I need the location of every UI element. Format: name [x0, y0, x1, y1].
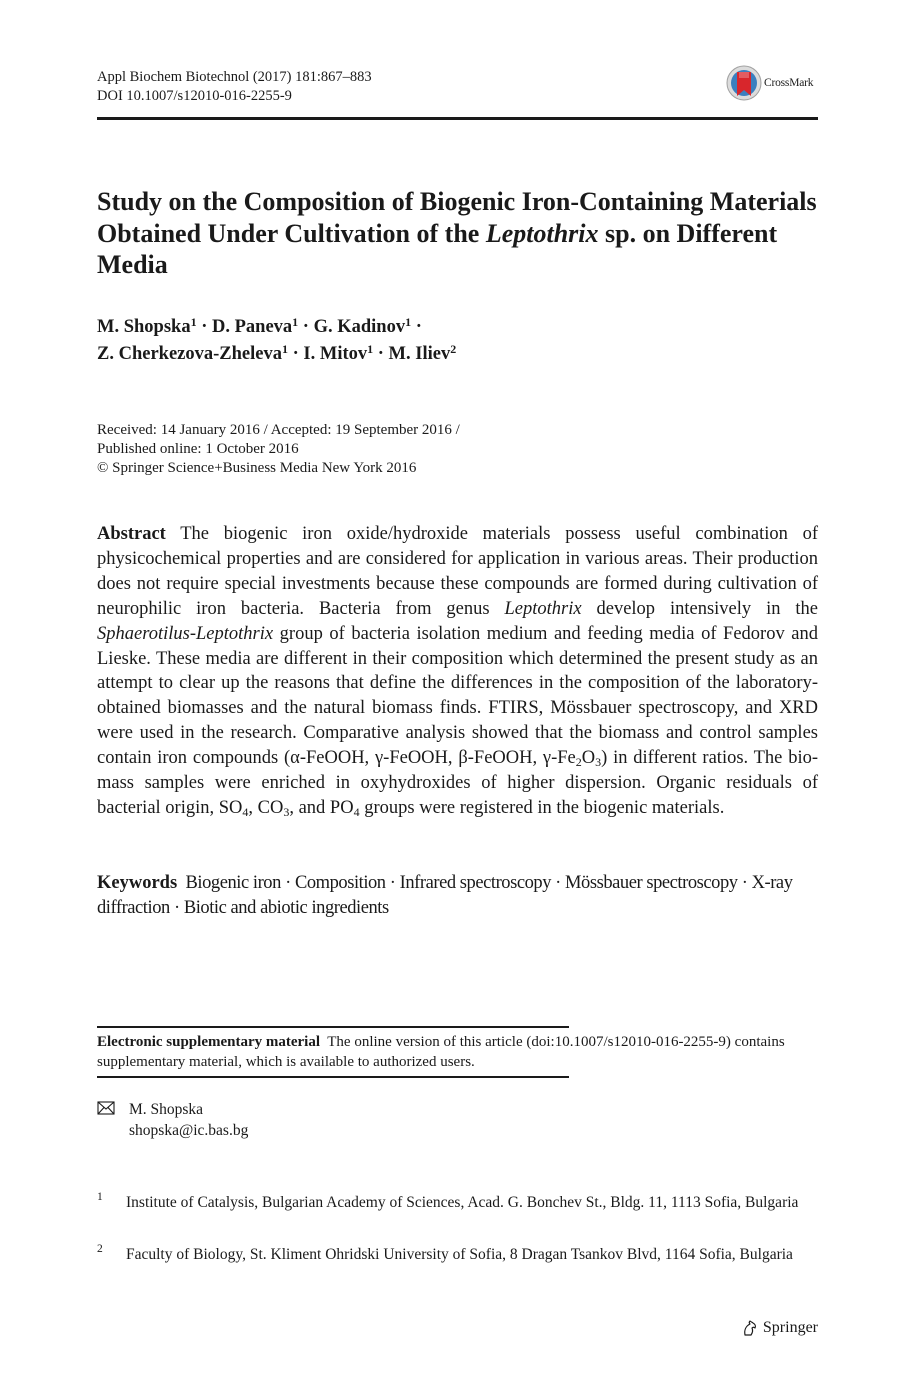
springer-horse-icon — [741, 1319, 759, 1337]
springer-logo — [741, 1319, 818, 1337]
publisher-name: Springer — [762, 1319, 818, 1336]
author-separator: · — [302, 317, 309, 337]
esm-text: The online version of this article (doi:10.1007/s12010-016-2255-9) contains supplementary material, which is available to authorized users. — [97, 1034, 785, 1070]
affiliation-number: 2 — [97, 1243, 103, 1255]
author-separator: · — [292, 344, 299, 364]
affiliation-ref: 1 — [292, 315, 299, 329]
affiliation-ref: 1 — [281, 342, 288, 356]
affiliation-ref: 1 — [190, 315, 197, 329]
received-accepted-line: Received: 14 January 2016 / Accepted: 19 September 2016 / — [97, 422, 460, 438]
keywords — [97, 871, 818, 921]
affiliation-ref: 1 — [367, 342, 374, 356]
author-separator: · — [201, 317, 208, 337]
journal-header — [97, 68, 372, 106]
supplementary-note — [97, 1033, 818, 1072]
header-rule — [97, 117, 818, 120]
abstract-heading: Abstract — [97, 524, 166, 544]
corresponding-author-name: M. Shopska — [129, 1101, 204, 1118]
esm-heading: Electronic supplementary material — [97, 1034, 321, 1050]
author-name[interactable]: D. Paneva — [212, 317, 293, 337]
abstract: Abstract The biogenic iron oxide/hydroxide materials possess useful combination of physicochemical properties and are considered for application in various areas. Their production does not require special investments because these compounds are formed during cultivation of neurophilic iron bacteria. Bacteria from genus Leptothrix develop intensively in the Sphaerotilus-Leptothrix group of bacteria isolation medium and feeding media of Fedorov and Lieske. These media are different in their composition which determined the present study as an attempt to clear up the reasons that define the differences in the composition of the laboratory-obtained biomasses and the natural biomass finds. FTIRS, Mössbauer spectroscopy, and XRD were used in the research. Comparative analysis showed that the biomass and control samples contain iron compounds (α-FeOOH, γ-FeOOH, β-FeOOH, $\gamma-Fe_2O_3$) in different ratios. The bio-mass samples were enriched in oxyhydroxides of higher dispersion. Organic residuals of bacterial origin, $SO_4$, $CO_3$, and $PO_4$ groups were registered in the biogenic materials. — [97, 524, 819, 819]
publication-dates — [97, 421, 460, 478]
affiliation-number: 1 — [97, 1191, 103, 1203]
copyright-line: © Springer Science+Business Media New York 2016 — [97, 460, 417, 476]
author-name[interactable]: Z. Cherkezova-Zheleva — [97, 344, 282, 364]
author-separator: · — [415, 317, 422, 337]
esm-top-rule — [97, 1026, 569, 1028]
correspondence — [129, 1099, 248, 1141]
author-name[interactable]: I. Mitov — [303, 344, 368, 364]
article-title: Study on the Composition of Biogenic Iron-Containing Materials Obtained Under Cultivation of the Leptothrix sp. on Different Media — [97, 187, 817, 279]
crossmark-icon — [726, 64, 762, 102]
envelope-icon — [97, 1101, 115, 1115]
author-name[interactable]: M. Iliev — [388, 344, 451, 364]
journal-citation: Appl Biochem Biotechnol (2017) 181:867–883 — [97, 69, 372, 85]
doi-line: DOI 10.1007/s12010-016-2255-9 — [97, 88, 292, 104]
author-separator: · — [377, 344, 384, 364]
crossmark-badge[interactable] — [726, 64, 813, 102]
affiliation-text: Faculty of Biology, St. Kliment Ohridski University of Sofia, 8 Dragan Tsankov Blvd, 1164 Sofia, Bulgaria — [126, 1246, 793, 1263]
keywords-list: Biogenic iron · Composition · Infrared spectroscopy · Mössbauer spectroscopy · X-ray diffraction · Biotic and abiotic ingredients — [97, 873, 793, 918]
esm-bottom-rule — [97, 1076, 569, 1078]
affiliation-text: Institute of Catalysis, Bulgarian Academy of Sciences, Acad. G. Bonchev St., Bldg. 11, 1113 Sofia, Bulgaria — [126, 1194, 799, 1211]
corresponding-author-email[interactable]: shopska@ic.bas.bg — [129, 1122, 249, 1139]
author-name[interactable]: G. Kadinov — [313, 317, 406, 337]
keywords-heading: Keywords — [97, 873, 178, 893]
published-line: Published online: 1 October 2016 — [97, 441, 299, 457]
affiliation-ref: 2 — [450, 342, 457, 356]
author-list — [97, 314, 456, 368]
affiliation-ref: 1 — [405, 315, 412, 329]
crossmark-label: CrossMark — [764, 77, 814, 89]
author-name[interactable]: M. Shopska — [97, 317, 191, 337]
